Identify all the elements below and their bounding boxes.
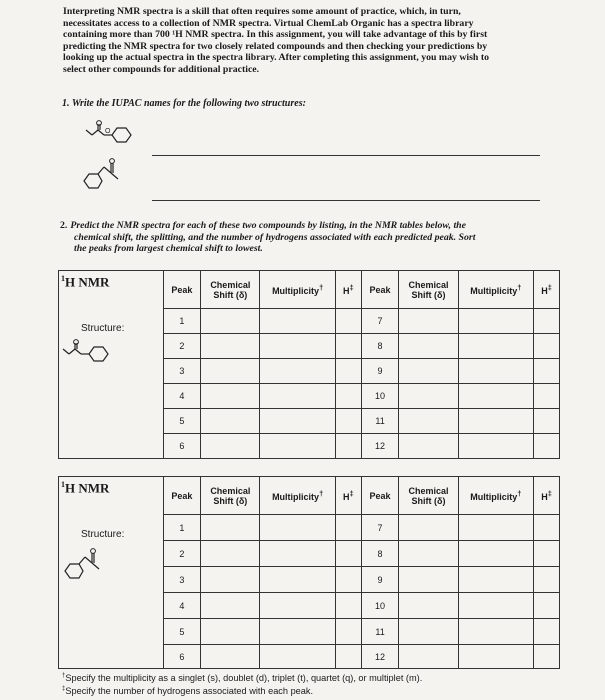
header-peak: Peak [163,477,201,515]
shift-cell[interactable] [201,409,260,434]
shift-cell[interactable] [201,619,260,645]
structure-label: Structure: [81,529,125,540]
multiplicity-cell[interactable] [458,309,533,334]
table-1-structure [61,339,111,369]
multiplicity-cell[interactable] [260,309,335,334]
question-2: 2. Predict the NMR spectra for each of these two compounds by listing, in the NMR tables below, the chemical shift, the splitting, and the number of hydrogens associated with each predicted peak. Sort the peaks from largest chemical shift to lowest. [60,220,476,255]
multiplicity-cell[interactable] [458,434,533,459]
h-cell[interactable] [534,593,560,619]
peak-number: 6 [163,645,201,669]
peak-number: 12 [361,434,399,459]
structure-2-drawing [80,155,126,195]
header-h: H‡ [534,271,560,309]
peak-number: 2 [163,541,201,567]
shift-cell[interactable] [201,567,260,593]
h-cell[interactable] [335,645,361,669]
nmr-table-2 [58,476,560,669]
h-cell[interactable] [534,434,560,459]
peak-number: 9 [361,359,399,384]
header-h: H‡ [335,477,361,515]
shift-cell[interactable] [201,384,260,409]
table-1-title: $^1$H NMR [61,274,110,290]
h-cell[interactable] [335,334,361,359]
nmr-table-1 [58,270,560,459]
shift-cell[interactable] [201,334,260,359]
peak-number: 4 [163,593,201,619]
peak-number: 10 [361,384,399,409]
structure-label: Structure: [81,323,125,334]
multiplicity-cell[interactable] [458,384,533,409]
multiplicity-cell[interactable] [458,515,533,541]
h-cell[interactable] [534,409,560,434]
h-cell[interactable] [335,409,361,434]
h-cell[interactable] [534,645,560,669]
h-cell[interactable] [534,619,560,645]
multiplicity-cell[interactable] [260,593,335,619]
shift-cell[interactable] [201,359,260,384]
header-chemical-shift: Chemical Shift (δ) [201,271,260,309]
shift-cell[interactable] [201,434,260,459]
shift-cell[interactable] [399,593,458,619]
footnote-multiplicity: †Specify the multiplicity as a singlet (s), doublet (d), triplet (t), quartet (q), or multiplet (m). [62,673,423,684]
peak-number: 8 [361,334,399,359]
peak-number: 7 [361,515,399,541]
shift-cell[interactable] [201,645,260,669]
peak-number: 7 [361,309,399,334]
peak-number: 11 [361,619,399,645]
multiplicity-cell[interactable] [458,619,533,645]
header-multiplicity: Multiplicity† [260,477,335,515]
multiplicity-cell[interactable] [260,359,335,384]
peak-number: 3 [163,359,201,384]
table-1-title-cell [59,271,164,459]
table-2-structure [61,545,107,585]
multiplicity-cell[interactable] [458,541,533,567]
h-cell[interactable] [534,567,560,593]
header-peak: Peak [361,477,399,515]
h-cell[interactable] [534,515,560,541]
multiplicity-cell[interactable] [458,359,533,384]
h-cell[interactable] [534,384,560,409]
peak-number: 1 [163,309,201,334]
shift-cell[interactable] [399,645,458,669]
shift-cell[interactable] [201,593,260,619]
h-cell[interactable] [335,309,361,334]
peak-number: 9 [361,567,399,593]
header-peak: Peak [163,271,201,309]
multiplicity-cell[interactable] [260,619,335,645]
multiplicity-cell[interactable] [260,384,335,409]
header-multiplicity: Multiplicity† [458,271,533,309]
shift-cell[interactable] [399,434,458,459]
header-multiplicity: Multiplicity† [260,271,335,309]
peak-number: 10 [361,593,399,619]
shift-cell[interactable] [399,309,458,334]
multiplicity-cell[interactable] [260,409,335,434]
answer-line-1[interactable] [152,155,540,156]
multiplicity-cell[interactable] [260,434,335,459]
shift-cell[interactable] [399,409,458,434]
shift-cell[interactable] [399,541,458,567]
peak-number: 12 [361,645,399,669]
intro-paragraph: Interpreting NMR spectra is a skill that often requires some amount of practice, which, in turn, necessitates access to a collection of NMR spectra. Virtual ChemLab Organic has a spectra library containing more than 700 ¹H NMR spectra. In this assignment, you will take advantage of this by first predicting the NMR spectra for two closely related compounds and then checking your predictions by looking up the actual spectra in the spectra library. After completing this assignment, you may wish to select other compounds for additional practice. [63,6,489,75]
multiplicity-cell[interactable] [458,567,533,593]
peak-number: 2 [163,334,201,359]
shift-cell[interactable] [201,309,260,334]
multiplicity-cell[interactable] [260,567,335,593]
peak-number: 8 [361,541,399,567]
answer-line-2[interactable] [152,200,540,201]
header-chemical-shift: Chemical Shift (δ) [201,477,260,515]
svg-text:O: O [105,128,111,135]
h-cell[interactable] [534,541,560,567]
h-cell[interactable] [335,384,361,409]
peak-number: 3 [163,567,201,593]
peak-number: 11 [361,409,399,434]
h-cell[interactable] [335,515,361,541]
shift-cell[interactable] [399,359,458,384]
header-chemical-shift: Chemical Shift (δ) [399,477,458,515]
multiplicity-cell[interactable] [458,645,533,669]
shift-cell[interactable] [399,515,458,541]
question-1: 1. Write the IUPAC names for the following two structures: [62,98,306,109]
shift-cell[interactable] [399,384,458,409]
header-multiplicity: Multiplicity† [458,477,533,515]
peak-number: 4 [163,384,201,409]
h-cell[interactable] [335,359,361,384]
peak-number: 6 [163,434,201,459]
header-peak: Peak [361,271,399,309]
h-cell[interactable] [335,619,361,645]
header-h: H‡ [335,271,361,309]
table-2-title: $^1$H NMR [61,480,110,496]
multiplicity-cell[interactable] [260,334,335,359]
multiplicity-cell[interactable] [458,593,533,619]
h-cell[interactable] [335,434,361,459]
shift-cell[interactable] [201,515,260,541]
multiplicity-cell[interactable] [458,334,533,359]
footnotes [62,671,422,697]
shift-cell[interactable] [399,567,458,593]
shift-cell[interactable] [399,619,458,645]
structure-1-drawing [84,120,134,150]
header-chemical-shift: Chemical Shift (δ) [399,271,458,309]
h-cell[interactable] [534,359,560,384]
peak-number: 1 [163,515,201,541]
multiplicity-cell[interactable] [458,409,533,434]
footnote-hydrogens: ‡Specify the number of hydrogens associated with each peak. [62,686,314,697]
multiplicity-cell[interactable] [260,645,335,669]
peak-number: 5 [163,619,201,645]
header-h: H‡ [534,477,560,515]
multiplicity-cell[interactable] [260,541,335,567]
multiplicity-cell[interactable] [260,515,335,541]
table-2-title-cell [59,477,164,669]
h-cell[interactable] [335,593,361,619]
shift-cell[interactable] [201,541,260,567]
h-cell[interactable] [534,309,560,334]
h-cell[interactable] [335,567,361,593]
shift-cell[interactable] [399,334,458,359]
h-cell[interactable] [534,334,560,359]
peak-number: 5 [163,409,201,434]
h-cell[interactable] [335,541,361,567]
